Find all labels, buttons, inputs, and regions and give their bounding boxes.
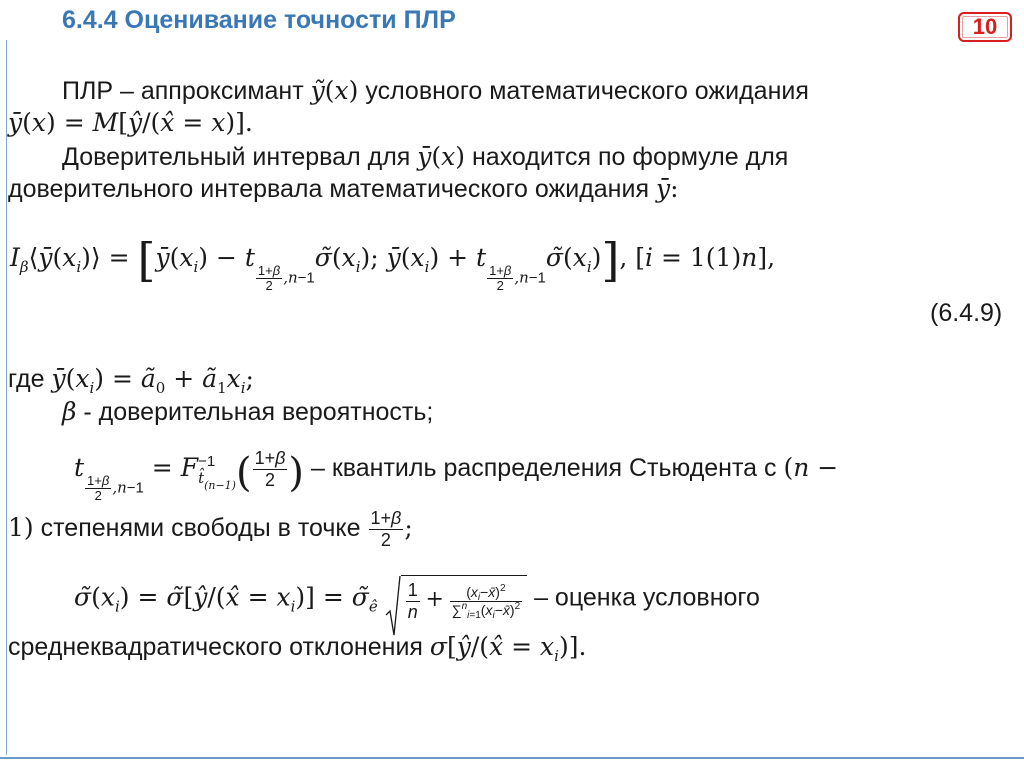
intro-text: ПЛР – аппроксимант [62,77,304,105]
square-root: $\frac{1}{n}$ + $\frac{(x_i-x̄)^2}{\sum^n_{i=1}(x_i-x̄)^2}$ [385,575,527,623]
where-line: где $ȳ(x_i)$ = $ã_0$ + $ã_1x_i$; [8,364,254,397]
df-description: степенями свободы в точке [40,514,361,543]
degrees-of-freedom-line: 1) степенями свободы в точке $\frac{1+\beta}{2}$ ; [8,508,413,550]
page-number-badge: 10 [958,12,1012,42]
sigma-description: – оценка условного [534,583,760,612]
quantile-line: t $\frac{1+\beta}{2}$ ,n−1 = F −1 $t̂_{(n-1)}$ ( $\frac{1+\beta}{2}$ ) – квантиль распределения Стьюдента с (n − [74,448,839,503]
where-label: где [8,365,45,393]
paragraph-2-line-2: доверительного интервала математического ожидания ȳ: [8,174,679,203]
intro-rest-text: условного математического ожидания [365,77,809,105]
beta-description: - доверительная вероятность; [83,398,434,426]
para2-rest-text: находится по формуле для [472,143,789,171]
sigma-description-2: среднеквадратического отклонения [8,633,423,661]
sigma-estimate-line: $\sigmã(x_i)$ = σ̃[ŷ/(x̂ = $x_i$)] = $\sigmã_ê$ $\frac{1}{n}$ + $\frac{(x_i-x̄)^2}{\sum^n_{i=1}(x_i-x̄)^2}$ – оценка условного [74,575,760,623]
frame-left-border [6,40,7,755]
paragraph-1-line-1: ПЛР – аппроксимант ỹ(x) условного математического ожидания [62,76,809,105]
math-expectation-definition: ȳ(x) = M[ŷ/(x̂ = x)]. [8,108,253,137]
equation-number: (6.4.9) [930,299,1003,327]
para3-text: доверительного интервала математического ожидания [8,175,649,203]
confidence-interval-formula: $I_\beta⟨ȳ(x_i)⟩$ = [$ȳ(x_i) - t$ $\frac{1+\beta}{2}$ $,n-1\sigmã(x_i)$; $ȳ(x_i) + t$ $\frac{1+\beta}{2}$ $,n-1\sigmã(x_i)$], [i = 1(1)n], [10,233,776,293]
beta-definition-line: β - доверительная вероятность; [62,397,434,426]
math-approximant: ỹ [310,76,325,105]
quantile-description: – квантиль распределения Стьюдента с [310,454,777,483]
radical-sign [385,575,401,637]
paragraph-2-line-1: Доверительный интервал для ȳ(x) находится по формуле для [62,142,789,171]
slide-title: 6.4.4 Оценивание точности ПЛР [62,6,456,34]
frame-bottom-border [0,757,1024,759]
sigma-definition-line: среднеквадратического отклонения σ[ŷ/(x̂ = $x_i$)]. [8,632,587,665]
para2-start-text: Доверительный интервал для [62,143,411,171]
